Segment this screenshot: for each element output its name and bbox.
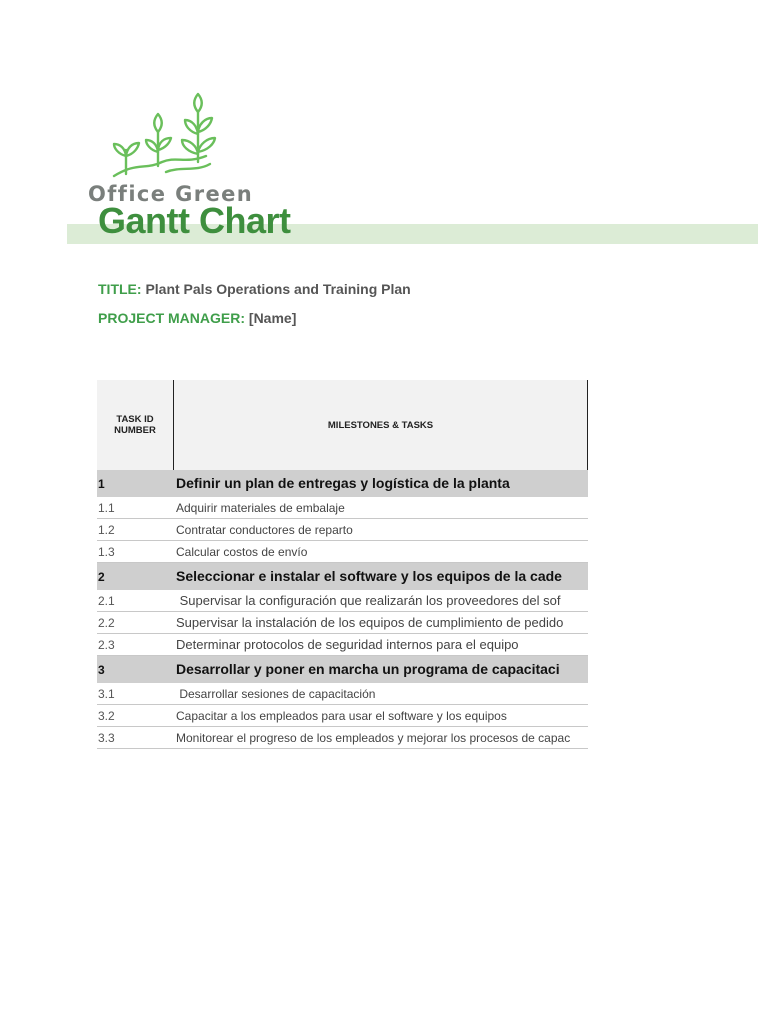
- project-title-label: TITLE:: [98, 281, 142, 297]
- task-name-cell: Supervisar la configuración que realizarán los proveedores del sof: [176, 593, 561, 608]
- table-row: [97, 541, 588, 563]
- task-table: [97, 380, 588, 749]
- table-row: [97, 590, 588, 612]
- milestone-row: [97, 656, 588, 683]
- task-name-cell: Desarrollar sesiones de capacitación: [176, 687, 376, 701]
- task-id-cell: 3.2: [98, 709, 115, 723]
- task-id-cell: 1.1: [98, 501, 115, 515]
- project-title-line: [98, 281, 411, 297]
- table-row: [97, 683, 588, 705]
- brand-name: Office Green: [88, 182, 254, 206]
- project-manager-label: PROJECT MANAGER:: [98, 310, 246, 326]
- task-name-cell: Contratar conductores de reparto: [176, 523, 353, 537]
- task-id-cell: 2.1: [98, 594, 115, 608]
- project-manager-line: [98, 310, 296, 326]
- task-id-cell: 3: [98, 663, 105, 677]
- task-id-cell: 2: [98, 570, 105, 584]
- task-id-cell: 1.2: [98, 523, 115, 537]
- table-row: [97, 705, 588, 727]
- header-milestones-tasks: MILESTONES & TASKS: [174, 380, 588, 470]
- task-id-cell: 1.3: [98, 545, 115, 559]
- task-name-cell: Determinar protocolos de seguridad internos para el equipo: [176, 637, 519, 652]
- task-id-cell: 3.3: [98, 731, 115, 745]
- page-title: Gantt Chart: [98, 200, 291, 241]
- header-task-id: TASK ID NUMBER: [97, 380, 174, 470]
- table-row: [97, 612, 588, 634]
- task-name-cell: Desarrollar y poner en marcha un programa de capacitaci: [176, 661, 560, 677]
- table-row: [97, 727, 588, 749]
- table-header: [97, 380, 588, 470]
- table-row: [97, 497, 588, 519]
- task-id-cell: 1: [98, 477, 105, 491]
- project-manager-value: [Name]: [248, 310, 297, 326]
- task-id-cell: 2.3: [98, 638, 115, 652]
- task-name-cell: Monitorear el progreso de los empleados y mejorar los procesos de capac: [176, 731, 571, 745]
- table-row: [97, 519, 588, 541]
- task-name-cell: Adquirir materiales de embalaje: [176, 501, 345, 515]
- task-id-cell: 3.1: [98, 687, 115, 701]
- task-name-cell: Supervisar la instalación de los equipos de cumplimiento de pedido: [176, 615, 564, 630]
- task-id-cell: 2.2: [98, 616, 115, 630]
- table-body: [97, 470, 588, 749]
- milestone-row: [97, 470, 588, 497]
- task-name-cell: Seleccionar e instalar el software y los equipos de la cade: [176, 568, 562, 584]
- task-name-cell: Capacitar a los empleados para usar el software y los equipos: [176, 709, 507, 723]
- task-name-cell: Calcular costos de envío: [176, 545, 308, 559]
- milestone-row: [97, 563, 588, 590]
- table-row: [97, 634, 588, 656]
- project-title-value: Plant Pals Operations and Training Plan: [145, 281, 411, 297]
- sprouting-plants-icon: [106, 92, 236, 182]
- task-name-cell: Definir un plan de entregas y logística de la planta: [176, 475, 510, 491]
